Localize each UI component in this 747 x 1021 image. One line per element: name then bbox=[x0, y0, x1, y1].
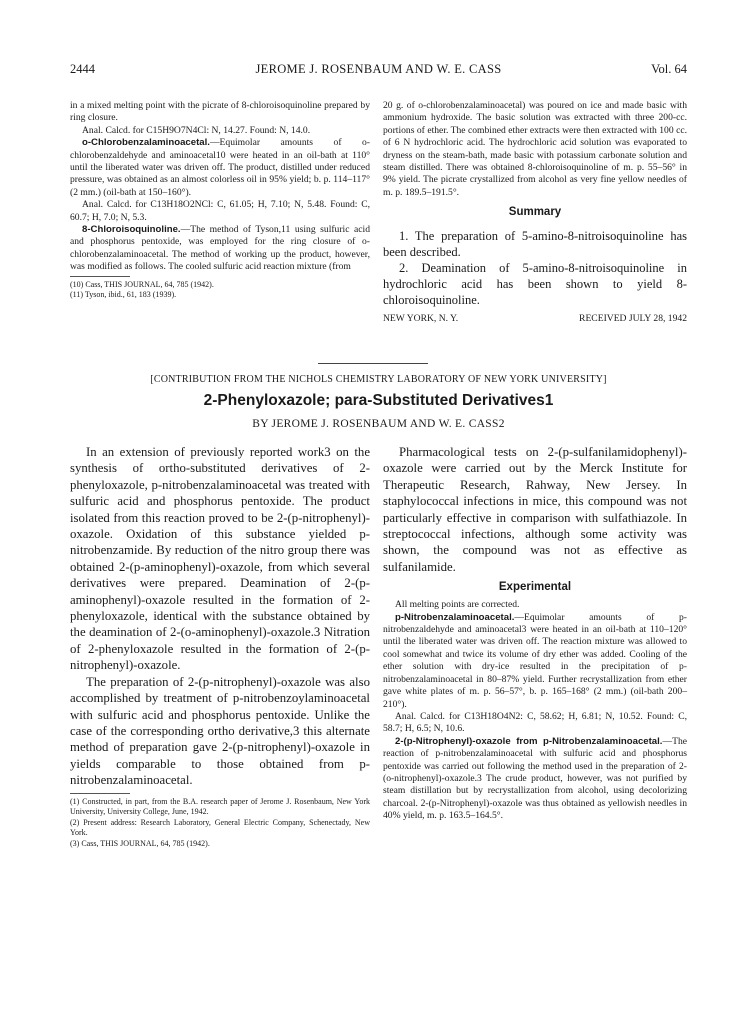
analysis-paragraph: Anal. Calcd. for C13H18O2NCl: C, 61.05; H, 7.10; N, 5.48. Found: C, 60.7; H, 7.0; N, 5.3. bbox=[70, 199, 370, 223]
paragraph: Pharmacological tests on 2-(p-sulfanilamidophenyl)-oxazole were carried out by the Merck Institute for Therapeutic Research, Rahway, New Jersey. In staphylococcal infections in mice, this compound was not particularly effective in comparison with sulfathiazole. In streptococcal infections, although some activity was shown, the compound was not as effective as sulfanilamide. bbox=[383, 445, 687, 574]
paragraph bbox=[383, 736, 687, 823]
running-head: JEROME J. ROSENBAUM AND W. E. CASS bbox=[255, 62, 502, 76]
dateline bbox=[383, 313, 687, 326]
summary-heading: Summary bbox=[508, 206, 562, 219]
bottom-left-column bbox=[70, 444, 370, 849]
footnote-rule bbox=[70, 276, 130, 277]
run-in-heading: p-Nitrobenzalaminoacetal. bbox=[395, 611, 515, 623]
article-divider bbox=[318, 363, 428, 364]
run-in-heading: 8-Chloroisoquinoline. bbox=[82, 224, 181, 236]
bottom-right-column bbox=[383, 444, 687, 823]
paragraph bbox=[383, 612, 687, 711]
contribution-line: [CONTRIBUTION FROM THE NICHOLS CHEMISTRY LABORATORY OF NEW YORK UNIVERSITY] bbox=[150, 374, 607, 385]
paragraph: All melting points are corrected. bbox=[395, 599, 520, 611]
top-left-column bbox=[70, 100, 370, 301]
paragraph: 20 g. of o-chlorobenzalaminoacetal) was poured on ice and made basic with ammonium hydroxide. The basic solution was extracted with three 200-cc. portions of ether. The combined ether extracts were then extracted with 100 cc. of 6 N hydrochloric acid. The hydrochloric acid solution was evaporated to dryness on the steam-bath, made basic with potassium carbonate solution and steam distilled. There was obtained 8-chloroisoquinoline of m. p. 55–56° in 9% yield. The picrate crystallized from alcohol as very fine yellow needles of m. p. 189.5–191.5°. bbox=[383, 100, 687, 198]
summary-item: 2. Deamination of 5-amino-8-nitroisoquinoline in hydrochloric acid has been shown to yield 8-chloroisoquinoline. bbox=[383, 261, 687, 308]
received-date: RECEIVED JULY 28, 1942 bbox=[579, 312, 687, 324]
footnote: (11) Tyson, ibid., 61, 183 (1939). bbox=[70, 290, 177, 300]
footnote: (10) Cass, THIS JOURNAL, 64, 785 (1942). bbox=[70, 279, 214, 289]
run-in-heading: o-Chlorobenzalaminoacetal. bbox=[82, 137, 210, 149]
article-title: 2-Phenyloxazole; para-Substituted Derivatives1 bbox=[203, 392, 554, 409]
paragraph-text: —The method of Tyson,11 using sulfuric acid and phosphorus pentoxide, was employed for the ring closure of o-chlorobenzalaminoacetal. The method of working up the product, however, was modified as follows. The cooled sulfuric acid reaction mixture (from bbox=[70, 224, 370, 273]
running-header bbox=[70, 62, 687, 78]
run-in-heading: 2-(p-Nitrophenyl)-oxazole from p-Nitrobenzalaminoacetal. bbox=[395, 735, 663, 747]
paragraph-text: —The reaction of p-nitrobenzalaminoacetal with sulfuric acid and phosphorus pentoxide was carried out following the method used in the preparation of 2-(o-nitrophenyl)-oxazole.3 The crude product, however, was not purified by steam distillation but by recrystallization from alcohol, using decolorizing charcoal. 2-(p-Nitrophenyl)-oxazole was thus obtained as yellowish needles in 40% yield, m. p. 163.5–164.5°. bbox=[383, 735, 687, 822]
top-right-column bbox=[383, 100, 687, 326]
footnote: (2) Present address: Research Laboratory, General Electric Company, Schenectady, New York. bbox=[70, 817, 370, 838]
place: NEW YORK, N. Y. bbox=[383, 312, 459, 324]
paragraph: In an extension of previously reported work3 on the synthesis of ortho-substituted derivatives of 2-phenyloxazole, p-nitrobenzalaminoacetal was treated with sulfuric acid and phosphorus pentoxide. The product isolated from this reaction proved to be 2-(p-nitrophenyl)-oxazole. Oxidation of this substance yielded p-nitrobenzamide. By reduction of the nitro group there was obtained 2-(p-aminophenyl)-oxazole, from which several derivatives were prepared. Deamination of 2-(p-aminophenyl)-oxazole resulted in the formation of 2-phenyloxazole, identical with the substance obtained by the deamination of 2-(o-aminophenyl)-oxazole.3 Nitration of 2-phenyloxazole resulted in the formation of 2-(p-nitrophenyl)-oxazole. bbox=[70, 445, 370, 673]
footnote: (1) Constructed, in part, from the B.A. research paper of Jerome J. Rosenbaum, New York University, University College, June, 1942. bbox=[70, 796, 370, 817]
paragraph-text: —Equimolar amounts of o-chlorobenzaldehyde and aminoacetal10 were heated in an oil-bath at 110° until the liberated water was driven off. The product, distilled under reduced pressure, was obtained as an almost colorless oil in 95% yield; b. p. 114–117° (2 mm.) (oil-bath at 150–160°). bbox=[70, 137, 370, 198]
footnote: (3) Cass, THIS JOURNAL, 64, 785 (1942). bbox=[70, 838, 210, 848]
footnote-rule bbox=[70, 793, 130, 794]
experimental-heading: Experimental bbox=[498, 581, 572, 594]
volume-label: Vol. 64 bbox=[651, 62, 687, 76]
analysis-paragraph: Anal. Calcd. for C15H9O7N4Cl: N, 14.27. Found: N, 14.0. bbox=[82, 124, 311, 136]
paragraph bbox=[70, 137, 370, 199]
paragraph: The preparation of 2-(p-nitrophenyl)-oxazole was also accomplished by treatment of p-nitrobenzoylaminoacetal with sulfuric acid and phosphorus pentoxide. Unlike the case of the corresponding ortho derivative,3 this alternate method of preparation gave 2-(p-nitrophenyl)-oxazole in yields comparable to those obtained from p-nitrobenzalaminoacetal. bbox=[70, 674, 370, 788]
page-number: 2444 bbox=[70, 62, 95, 76]
summary-item: 1. The preparation of 5-amino-8-nitroisoquinoline has been described. bbox=[383, 228, 687, 259]
analysis-paragraph: Anal. Calcd. for C13H18O4N2: C, 58.62; H, 6.81; N, 10.52. Found: C, 58.7; H, 6.5; N, 10.6. bbox=[383, 710, 687, 735]
byline: BY JEROME J. ROSENBAUM AND W. E. CASS2 bbox=[252, 418, 505, 430]
paragraph-text: —Equimolar amounts of p-nitrobenzaldehyde and aminoacetal3 were heated in an oil-bath at 110–120° until the liberated water was driven off. The reaction mixture was allowed to cool somewhat and twice its volume of dry ether was added. Cooling of the ether solution with dry-ice resulted in the precipitation of p-nitrobenzalaminoacetal in 80–87% yield. Further recrystallization from ether gave white plates of m. p. 56–57°, b. p. 165–168° (2 mm.) (oil-bath 200–210°). bbox=[383, 611, 687, 710]
paragraph: in a mixed melting point with the picrate of 8-chloroisoquinoline prepared by ring closure. bbox=[70, 100, 370, 124]
paragraph bbox=[70, 224, 370, 274]
